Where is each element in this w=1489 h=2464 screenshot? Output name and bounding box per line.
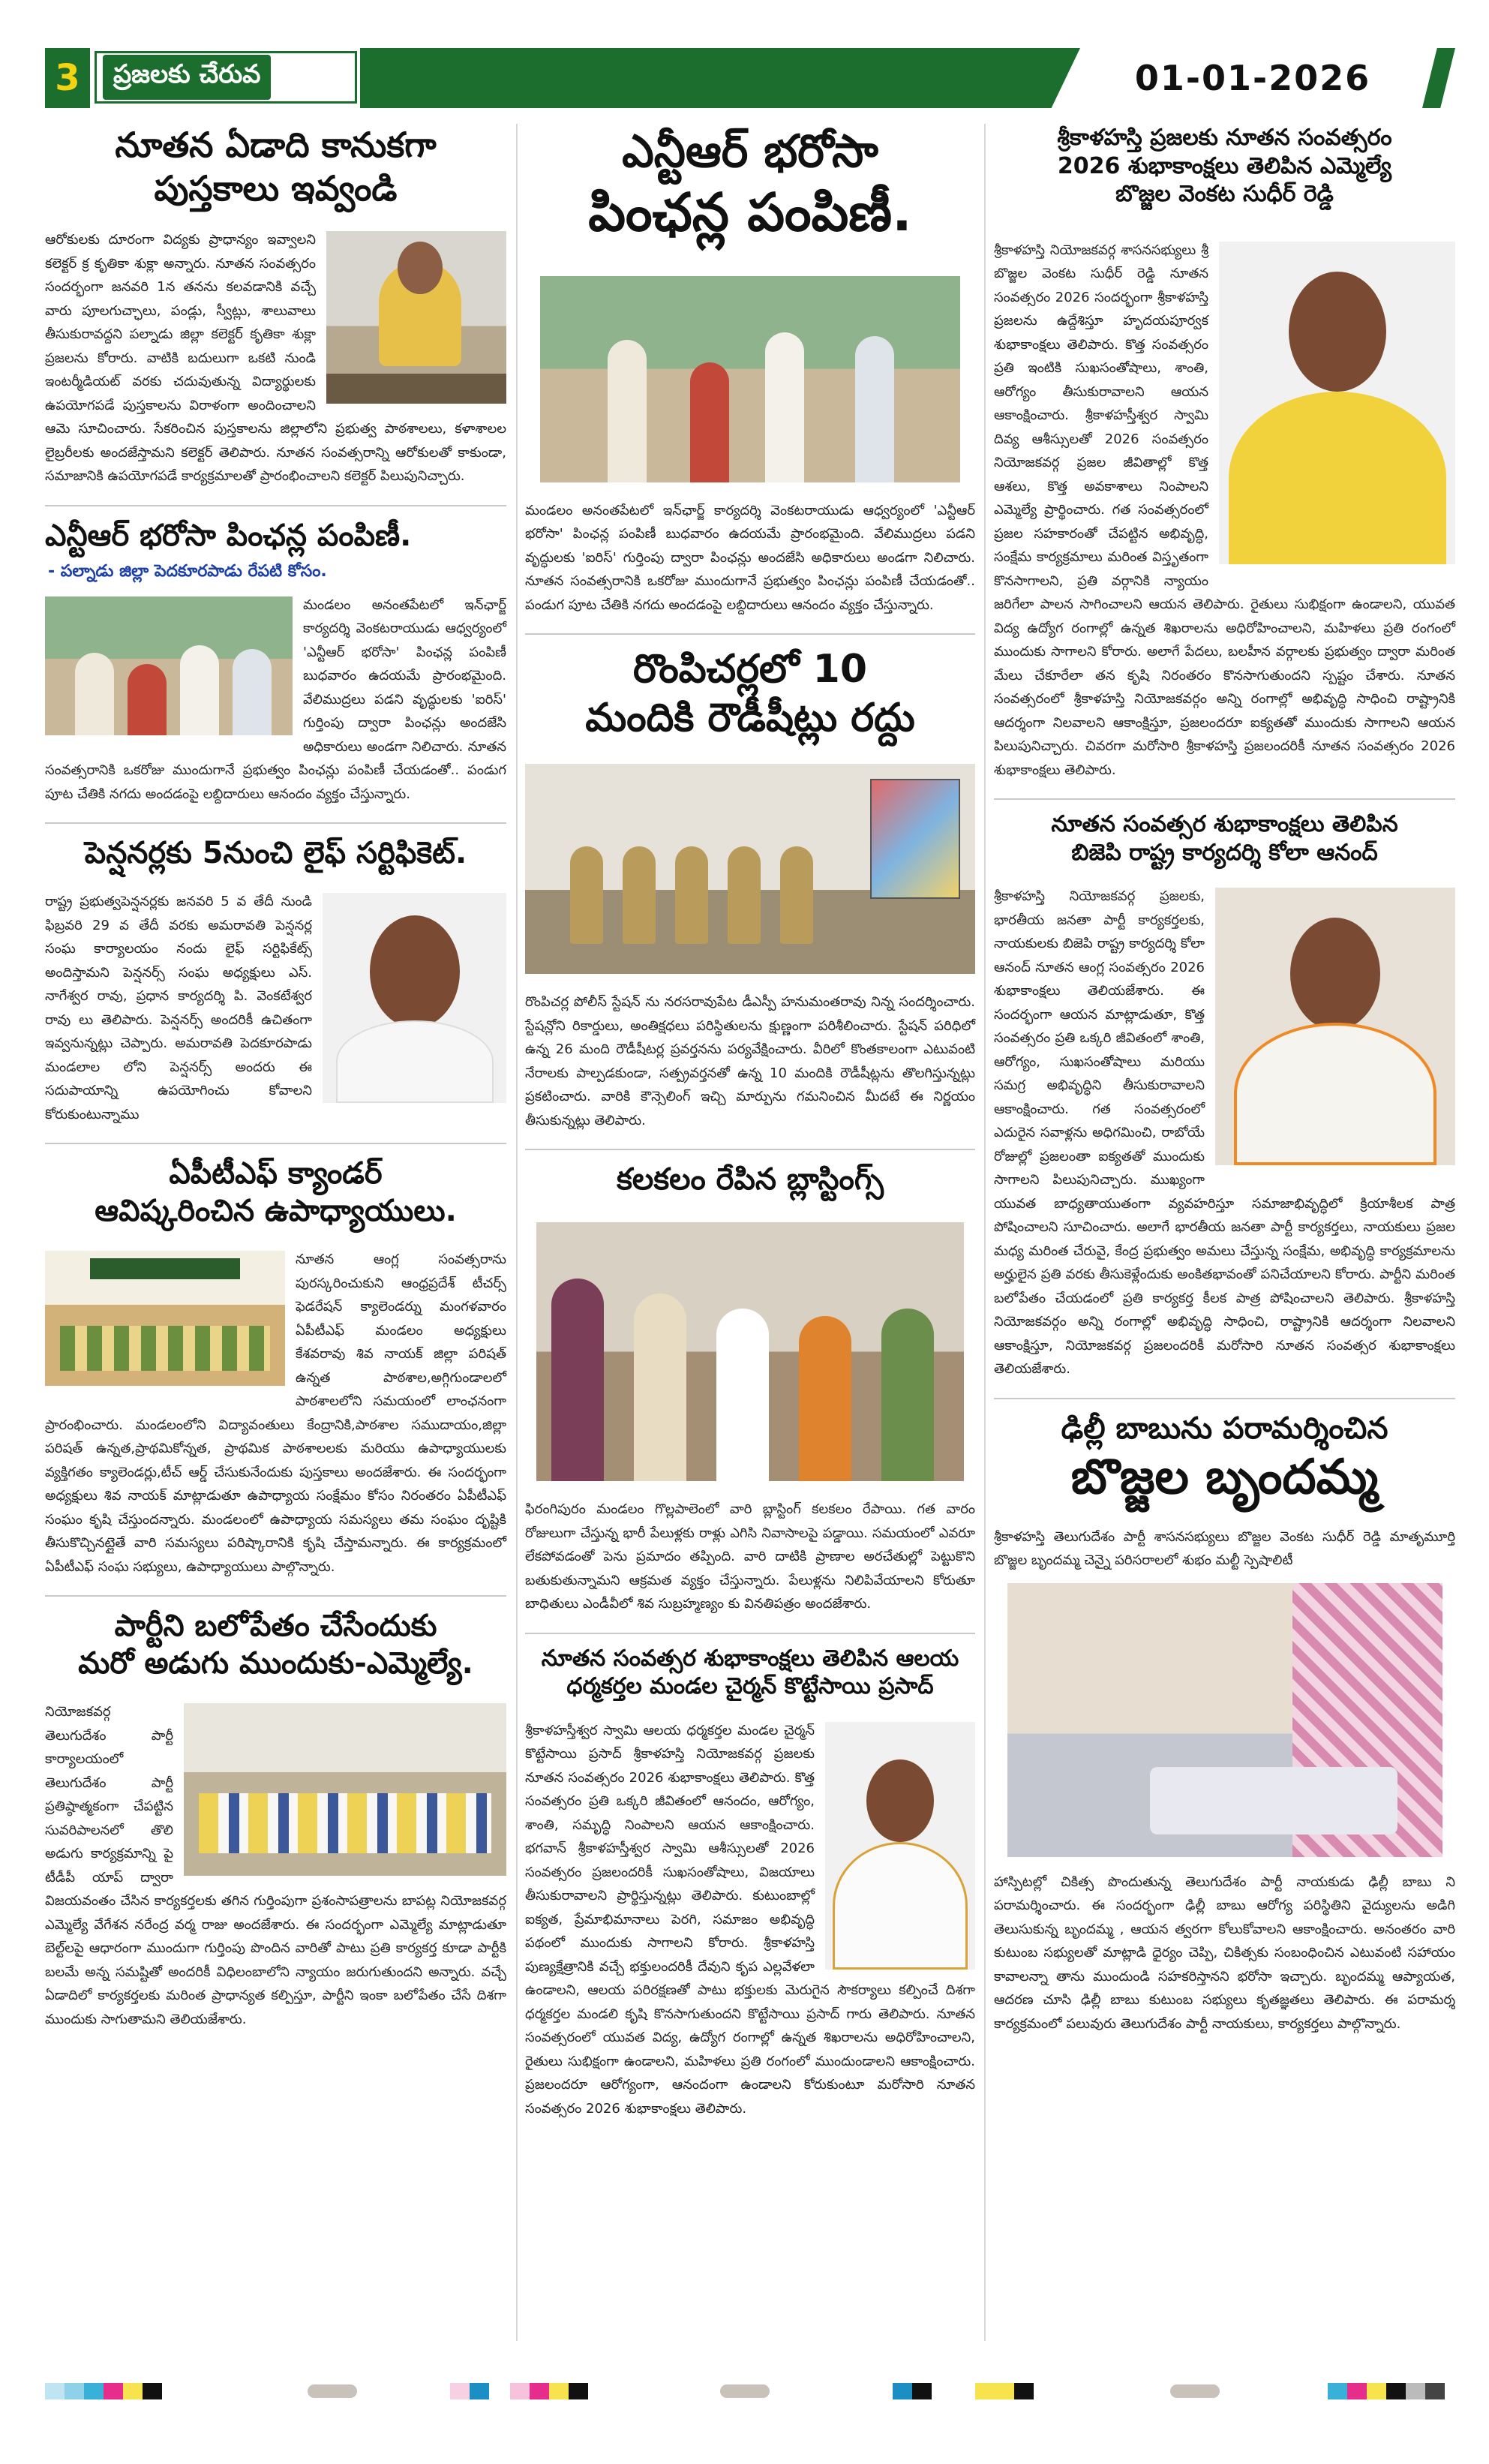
article-party-strengthen [45, 1607, 506, 2031]
divider [45, 505, 506, 506]
person-figure [634, 1294, 686, 1481]
color-swatch [912, 2383, 932, 2399]
color-swatch [995, 2383, 1014, 2399]
color-swatch [45, 2383, 65, 2399]
officer-figure [780, 846, 813, 944]
article-headline: ఢిల్లీ బాబును పరామర్శించిన [1061, 1411, 1388, 1446]
article-headline: పుస్తకాలు ఇవ్వండి [154, 167, 398, 209]
article-headline: బొజ్జల బృందమ్మ [1070, 1449, 1379, 1505]
article-dateline: - పల్నాడు జిల్లా పెదకూరపాడు రేపటి కోసం. [48, 561, 327, 581]
article-pension-distribution [45, 517, 506, 807]
article-aptf-calendar [45, 1155, 506, 1579]
masthead-corner [1422, 48, 1455, 108]
teachers-row [60, 1326, 270, 1371]
print-registration-bar [45, 2383, 1455, 2402]
article-books-gift [45, 124, 506, 488]
face [1290, 918, 1380, 1030]
torso [1229, 392, 1446, 564]
officer-figure [675, 846, 708, 944]
collector-photo [326, 231, 506, 404]
article-headline: నూతన సంవత్సర శుభాకాంక్షలు తెలిపిన [1051, 811, 1398, 837]
school-sign [90, 1258, 240, 1279]
masthead-band [360, 48, 1080, 108]
officer-figure [728, 846, 761, 944]
face [370, 915, 460, 1028]
article-body: నియోజకవర్గ తెలుగుదేశం పార్టీ కార్యాలయంలో తెలుగుదేశం పార్టీ ప్రతిష్ఠాత్మకంగా చేపట్టిన సువరిపాలనలో తొలి అడుగు కార్యక్రమాన్ని పై టీడీపీ యాప్ ద్వారా విజయవంతం చేసిన కార్యకర్తలకు తగిన గుర్తింపుగా ప్రశంసాపత్రాలను బాపట్ల నియోజకవర్గ ఎమ్మెల్యే వేగేశన నరేంద్ర వర్మ రాజు అందజేశారు. ఈ సందర్భంగా ఎమ్మెల్యే మాట్లాడుతూ బెల్ట్‌లపై ఆధారంగా ముందుగా గుర్తింపు పొందిన వారితో పాటు ప్రతి కార్యకర్త కూడా పార్టీకి బలమే అన్న సమష్టితో అందరికీ విధిలంబాలోని న్యాయం జరుగుతుందని అన్నారు. వచ్చే ఏడాదిలో కార్యకర్తలకు మరింత ప్రాధాన్యత కల్పిస్తూ, పార్టీని ఇంకా బలోపేతం చేసే దిశగా ముందుకు సాగుతామని తెలియజేశారు. [45, 1704, 506, 2027]
divider [525, 1149, 975, 1150]
color-swatch [1014, 2383, 1034, 2399]
color-swatch [530, 2383, 549, 2399]
column-divider [984, 124, 986, 2341]
article-headline: నూతన ఏడాది కానుకగా [115, 125, 437, 165]
color-swatch [1406, 2383, 1425, 2399]
color-swatch [549, 2383, 569, 2399]
color-swatch [1386, 2383, 1406, 2399]
divider [525, 633, 975, 635]
article-body: హాస్పిటల్లో చికిత్స పొందుతున్న తెలుగుదేశం పార్టీ నాయకుడు ఢిల్లీ బాబు ని పరామర్శించారు. ఈ సందర్భంగా ఢిల్లీ బాబు ఆరోగ్య పరిస్థితిని వైద్యులను అడిగి తెలుసుకున్న బృందమ్మ , ఆయన త్వరగా కోలుకోవాలని ఆకాంక్షించారు. అనంతరం వారి కుటుంబ సభ్యులతో మాట్లాడి ధైర్యం చెప్పి, చికిత్సకు సంబంధించిన ఎటువంటి సహాయం కావాలన్నా తాను ముందుండి సహకరిస్తానని భరోసా ఇచ్చారు. బృందమ్మ ఆప్యాయత, ఆదరణ చూసి ఢిల్లీ బాబు కుటుంబ సభ్యులు కృతజ్ఞతలు తెలిపారు. ఈ పరామర్శ కార్యక్రమంలో పలువురు తెలుగుదేశం పార్టీ నాయకులు, కార్యకర్తలు పాల్గొన్నారు. [994, 1874, 1455, 2032]
bjp-secretary-photo [1215, 888, 1455, 1165]
divider [525, 1633, 975, 1634]
person-figure [180, 645, 219, 735]
article-body: నూతన ఆంగ్ల సంవత్సరాను పురస్కరించుకుని ఆంధ్రప్రదేశ్ టీచర్స్ ఫెడరేషన్ క్యాలెండర్ను మంగళవారం ఏపీటీఎఫ్ మండలం అధ్యక్షులు కేశవరావు శివ నాయక్ జిల్లా పరిషత్ ఉన్నత పాఠశాల,అగ్గిగుండాలలో పాఠశాలలోని సమయంలో లాంఛనంగా ప్రారంభించారు. మండలంలోని విద్యావంతులు కేంద్రానికి,పాఠశాల సముదాయం,జిల్లా పరిషత్ ఉన్నత,ప్రాథమికోన్నత, ప్రాథమిక పాఠశాలలకు మరియు ఉపాధ్యాయులకు వ్యక్తిగతం క్యాలెండర్లు,టీచ్ ఆర్డ్ చేసుకునేందుకు పుస్తకాలు అందజేశారు. ఈ సందర్భంగా అధ్యక్షులు శివ నాయక్ మాట్లాడుతూ ఉపాధ్యాయ సంక్షేమం కోసం నిరంతరం ఏపీటీఎఫ్ సంఘం కృషి చేస్తుందన్నారు. మండలంలో ఉపాధ్యాయ సమస్యలు తమ సంఘం దృష్టికి తీసుకొచ్చినట్లైతే వారి సమస్యలు పరిష్కారానికి కృషి చేస్తామన్నారు. ఈ కార్యక్రమంలో ఏపీటీఎఫ్ సంఘ సభ్యులు, ఉపాధ్యాయులు పాల్గొన్నారు. [45, 1252, 506, 1575]
hospital-visit-photo [1007, 1583, 1442, 1857]
registration-pill [720, 2384, 770, 2398]
person-figure [881, 1309, 934, 1481]
person-figure [855, 336, 894, 482]
person-figure [716, 1309, 769, 1481]
color-swatch [1367, 2383, 1386, 2399]
article-blastings [525, 1161, 975, 1616]
person-figure [799, 1316, 851, 1481]
color-swatch [1328, 2383, 1347, 2399]
article-headline: 2026 శుభాకాంక్షలు తెలిపిన ఎమ్మెల్యే [1057, 152, 1392, 179]
article-life-certificate [45, 834, 506, 1126]
color-swatch [84, 2383, 104, 2399]
article-body: మండలం అనంతపేటలో ఇన్‌ఛార్జ్ కార్యదర్శి వెంకటరాయుడు ఆధ్వర్యంలో 'ఎన్టీఆర్ భరోసా' పింఛన్ల పంపిణీ బుధవారం ఉదయమే ప్రారంభమైంది. వేలిముద్రలు పడని వృద్ధులకు 'ఐరిస్' గుర్తింపు ద్వారా పింఛన్లు అందజేసి అధికారులు అండగా నిలిచారు. నూతన సంవత్సరానికి ఒకరోజు ముందుగానే ప్రభుత్వం పింఛన్లు పంపిణీ చేయడంతో.. పండుగ పూట చేతికి నగదు అందడంపై లబ్దిదారులు ఆనందం వ్యక్తం చేస్తున్నారు. [45, 596, 506, 802]
registration-pill [308, 2384, 357, 2398]
article-headline: మందికి రౌడీషీట్లు రద్దు [585, 696, 915, 741]
article-headline: కలకలం రేపిన బ్లాస్టింగ్స్ [616, 1162, 884, 1197]
pension-distribution-photo [540, 276, 960, 482]
article-body: శ్రీకాళహస్తి నియోజకవర్గ శాసనసభ్యులు శ్రీ బొజ్జల వెంకట సుధీర్ రెడ్డి నూతన సంవత్సరం 2026 సందర్భంగా శ్రీకాళహస్తి ప్రజలను ఉద్దేశిస్తూ హృదయపూర్వక శుభాకాంక్షలు తెలిపారు. కొత్త సంవత్సరం ప్రతి ఇంటికి సుఖసంతోషాలు, శాంతి, ఆరోగ్యం తీసుకురావాలని ఆయన ఆకాంక్షించారు. శ్రీకాళహస్తీశ్వర స్వామి దివ్య ఆశీస్సులతో 2026 సంవత్సరం నియోజకవర్గ ప్రజల జీవితాల్లో కొత్త ఆశలు, కొత్త అవకాశాలు నింపాలని ఎమ్మెల్యే ప్రార్థించారు. గత సంవత్సరంలో ప్రజల సహకారంతో చేపట్టిన అభివృద్ధి, సంక్షేమ కార్యక్రమాలు మరింత విస్తృతంగా కొనసాగాలని, ప్రతి వర్గానికి న్యాయం జరిగేలా పాలన సాగించాలని ఆయన తెలిపారు. రైతులు సుభిక్షంగా ఉండాలని, యువత విద్య ఉద్యోగ రంగాల్లో ఉన్నత శిఖరాలను అధిరోహించాలని, మహిళలు ప్రతి రంగంలో ముందుకు సాగాలని కోరారు. అలాగే పేదలు, బలహీన వర్గాలకు ప్రభుత్వం ద్వారా మరింత మేలు చేకూరేలా తన కృషి నిరంతరం కొనసాగుతుందని స్పష్టం చేశారు. నూతన సంవత్సరంలో శ్రీకాళహస్తి నియోజకవర్గం అన్ని రంగాల్లో అభివృద్ధి సాధించి రాష్ట్రానికి ఆదర్శంగా నిలవాలని ఆకాంక్షిస్తూ, ప్రజలందరూ ఐక్యతతో ముందుకు సాగాలని ఆయన పిలుపునిచ్చారు. చివరగా మరోసారి శ్రీకాళహస్తి ప్రజలందరికీ నూతన సంవత్సరం 2026 శుభాకాంక్షలు తెలిపారు. [994, 242, 1455, 778]
blasting-petition-photo [536, 1222, 964, 1481]
article-headline: బొజ్జల వెంకట సుధీర్ రెడ్డి [1115, 181, 1334, 207]
article-body: శ్రీకాళహస్తీశ్వర స్వామి ఆలయ ధర్మకర్తల మండల చైర్మన్ కొట్టేసాయి ప్రసాద్ శ్రీకాళహస్తి నియోజకవర్గ ప్రజలకు నూతన సంవత్సరం 2026 శుభాకాంక్షలు తెలిపారు. కొత్త సంవత్సరం ప్రతి ఒక్కరి జీవితంలో ఆనందం, ఆరోగ్యం, శాంతి, సమృద్ధి నింపాలని ఆయన ఆకాంక్షించారు. భగవాన్ శ్రీకాళహస్తీశ్వర స్వామి ఆశీస్సులతో 2026 సంవత్సరం ప్రజలందరికీ సుఖసంతోషాలు, విజయాలు తీసుకురావాలని ప్రార్థిస్తున్నట్లు తెలిపారు. కుటుంబాల్లో ఐక్యత, ప్రేమాభిమానాలు పెరగి, సమాజం అభివృద్ధి పథంలో ముందుకు సాగాలని కోరారు. శ్రీకాళహస్తి పుణ్యక్షేత్రానికి వచ్చే భక్తులందరికీ దేవుని కృప ఎల్లవేళలా ఉండాలని, ఆలయ పరిరక్షణతో పాటు భక్తులకు మెరుగైన సౌకర్యాలు కల్పించే దిశగా ధర్మకర్తల మండలి కృషి కొనసాగుతుందని కొట్టేసాయి ప్రసాద్ గారు తెలిపారు. నూతన సంవత్సరంలో యువత విద్య, ఉద్యోగ రంగాల్లో ఉన్నత శిఖరాలను అధిరోహించాలని, రైతులు సుభిక్షంగా ఉండాలని, మహిళలు ప్రతి రంగంలో ముందుండాలని ఆకాంక్షించారు. ప్రజలందరూ ఆరోగ్యంగా, ఆనందంగా ఉండాలని కోరుకుంటూ మరోసారి నూతన సంవత్సరం 2026 శుభాకాంక్షలు తెలిపారు. [525, 1722, 975, 2117]
article-headline: నూతన సంవత్సర శుభాకాంక్షలు తెలిపిన ఆలయ [541, 1645, 959, 1672]
article-temple-chairman [525, 1645, 975, 2121]
article-headline: ఏపీటీఎఫ్ క్యాండర్ [169, 1156, 383, 1191]
article-body: శ్రీకాళహస్తి తెలుగుదేశం పార్టీ శాసనసభ్యులు బొజ్జల వెంకట సుధీర్ రెడ్డి మాతృమూర్తి బొజ్జల బృందమ్మ చెన్నై పరిసరాలలో శుభం మల్టీ స్పెషాలిటీ [994, 1528, 1455, 1568]
face [1289, 272, 1386, 392]
party-workers-photo [184, 1703, 506, 1876]
chairman-photo [825, 1722, 975, 1970]
color-swatch [975, 2383, 995, 2399]
color-swatch [569, 2383, 588, 2399]
masthead [45, 48, 1455, 108]
person-figure [608, 340, 647, 482]
article-rowdy-sheets [525, 645, 975, 1132]
color-swatch [893, 2383, 912, 2399]
section-title: ప్రజలకు చేరువ [103, 55, 271, 100]
article-ntr-bharosa [525, 124, 975, 617]
article-headline: పింఛన్ల పంపిణీ. [588, 182, 912, 243]
column-center [525, 124, 975, 2137]
person-figure [551, 1279, 604, 1481]
color-swatch [65, 2383, 84, 2399]
article-body: ఆరోకులకు దూరంగా విద్యకు ప్రాధాన్యం ఇవ్వాలని కలెక్టర్ క్ర కృతికా శుక్లా అన్నారు. నూతన సంవత్సరం సందర్భంగా జనవరి 1న తనను కలవడానికి వచ్చే వారు పూలగుచ్ఛాలు, పండ్లు, స్వీట్లు, శాలువాలు తీసుకురావద్దని పల్నాడు జిల్లా కలెక్టర్ కృతికా శుక్లా ప్రజలను కోరారు. వాటికి బదులుగా ఒకటి నుండి ఇంటర్మీడియట్ వరకు చదువుతున్న విద్యార్థులకు ఉపయోగపడే పుస్తకాలను విరాళంగా అందించాలని ఆమె సూచించారు. సేకరించిన పుస్తకాలను జిల్లాలోని ప్రభుత్వ పాఠశాలలు, కళాశాలల లైబ్రరీలకు అందజేస్తామని కలెక్టర్ తెలిపారు. నూతన సంవత్సరాన్ని ఆరోకులతో కాకుండా, సమాజానికి ఉపయోగపడే కార్యక్రమాలతో ప్రారంభించాలని కలెక్టర్ పిలుపునిచ్చారు. [45, 232, 506, 484]
person-figure [75, 653, 114, 735]
torso [336, 1020, 494, 1103]
article-body: మండలం అనంతపేటలో ఇన్‌ఛార్జ్ కార్యదర్శి వెంకటరాయుడు ఆధ్వర్యంలో 'ఎన్టీఆర్ భరోసా' పింఛన్ల పంపిణీ బుధవారం ఉదయమే ప్రారంభమైంది. వేలిముద్రలు పడని వృద్ధులకు 'ఐరిస్' గుర్తింపు ద్వారా పింఛన్లు అందజేసి అధికారులు అండగా నిలిచారు. నూతన సంవత్సరానికి ఒకరోజు ముందుగానే ప్రభుత్వం పింఛన్లు పంపిణీ చేయడంతో.. పండుగ పూట చేతికి నగదు అందడంపై లబ్దిదారులు ఆనందం వ్యక్తం చేస్తున్నారు. [525, 502, 975, 613]
color-swatch [470, 2383, 489, 2399]
divider [994, 1398, 1455, 1399]
article-headline: ఆవిష్కరించిన ఉపాధ్యాయులు. [95, 1194, 457, 1228]
mla-photo [1219, 242, 1455, 564]
officer-figure [570, 846, 603, 944]
article-body: శ్రీకాళహస్తి నియోజకవర్గ ప్రజలకు, భారతీయ జనతా పార్టీ కార్యకర్తలకు, నాయకులకు బిజెపి రాష్ట్ర కార్యదర్శి కోలా ఆనంద్ నూతన ఆంగ్ల సంవత్సరం 2026 శుభాకాంక్షలు తెలియజేశారు. ఈ సందర్భంగా ఆయన మాట్లాడుతూ, కొత్త సంవత్సరం ప్రతి ఒక్కరి జీవితంలో శాంతి, ఆరోగ్యం, సుఖసంతోషాలు మరియు సమగ్ర అభివృద్ధిని తీసుకురావాలని ఆకాంక్షించారు. గత సంవత్సరంలో ఎదురైన సవాళ్లను అధిగమించి, రాబోయే రోజుల్లో ప్రజలంతా ఐక్యతతో ముందుకు సాగాలని పిలుపునిచ్చారు. ముఖ్యంగా యువత బాధ్యతాయుతంగా వ్యవహరిస్తూ సమాజాభివృద్ధిలో క్రియాశీలక పాత్ర పోషించాలని సూచించారు. అలాగే భారతీయ జనతా పార్టీ కార్యకర్తలు, నాయకులు ప్రజల మధ్య మరింత చేరువై, కేంద్ర ప్రభుత్వం అమలు చేస్తున్న సంక్షేమ, అభివృద్ధి కార్యక్రమాలను అర్హులైన ప్రతి వరకు తీసుకెళ్లేందుకు అంకితభావంతో పనిచేయాలని కోరారు. పార్టీని మరింత బలోపేతం చేయడంలో ప్రతి కార్యకర్త కీలక పాత్ర పోషించాలని తెలిపారు. శ్రీకాళహస్తి నియోజకవర్గం అన్ని రంగాల్లో అభివృద్ధి సాధించి, రాష్ట్రానికి ఆదర్శంగా నిలవాలని ఆకాంక్షిస్తూ, నియోజకవర్గ ప్రజలందరికీ మరోసారి నూతన సంవత్సర శుభాకాంక్షలు తెలియజేశారు. [994, 888, 1455, 1377]
page-number: 3 [45, 48, 90, 108]
color-swatch [1347, 2383, 1367, 2399]
article-hospital-visit [994, 1410, 1455, 2036]
divider [45, 1595, 506, 1597]
column-right [994, 124, 1455, 2052]
pension-photo [45, 596, 293, 735]
torso [1234, 1023, 1436, 1165]
police-station-photo [525, 764, 975, 974]
article-bjp-greetings [994, 810, 1455, 1381]
article-mla-greetings [994, 124, 1455, 782]
section-tag [95, 51, 357, 104]
group-row [199, 1793, 491, 1853]
article-headline: రొంపిచర్లలో 10 [632, 647, 868, 692]
issue-date: 01-01-2026 [1134, 58, 1371, 98]
article-headline: బిజెపి రాష్ట్ర కార్యదర్శి కోలా ఆనంద్ [1071, 839, 1378, 866]
divider [45, 822, 506, 824]
color-swatch [123, 2383, 143, 2399]
color-swatch [143, 2383, 162, 2399]
column-left [45, 124, 506, 2048]
hospital-bed [1150, 1767, 1397, 1834]
person-figure [128, 664, 167, 735]
article-headline: ఎన్టీఆర్ భరోసా [622, 125, 878, 178]
color-swatch [104, 2383, 123, 2399]
face [866, 1759, 934, 1842]
person-figure [765, 332, 804, 482]
desk [326, 374, 506, 404]
divider [994, 798, 1455, 800]
pensioner-leader-photo [323, 893, 506, 1103]
article-body: రొంపిచర్ల పోలీస్ స్టేషన్ ను నరసరావుపేట డీఎస్పీ హనుమంతరావు నిన్న సందర్శించారు. స్టేషన్లోని రికార్డులు, అంతిక్షధలు పరిస్థితులను క్షుణ్ణంగా పరిశీలించారు. స్టేషన్ పరిధిలో ఉన్న 26 మంది రౌడీషీటర్ల ప్రవర్తనను పర్యవేక్షించారు. వీరిలో కొంతకాలంగా ఎటువంటి నేరాలకు పాల్పడకుండా, సత్ప్రవర్తనతో ఉన్న 10 మందికి రౌడీషీట్లను తొలగిస్తున్నట్లు ప్రకటించారు. వారికి కౌన్సెలింగ్ ఇచ్చి మార్పును గమనించిన మీదటే ఈ నిర్ణయం తీసుకున్నట్లు తెలిపారు. [525, 994, 975, 1128]
divider [45, 1143, 506, 1144]
torso [833, 1842, 968, 1970]
person-head [398, 242, 443, 294]
article-headline: మరో అడుగు ముందుకు-ఎమ్మెల్యే. [78, 1646, 473, 1681]
column-divider [516, 124, 518, 2341]
registration-pill [1170, 2384, 1220, 2398]
article-headline: పెన్షనర్లకు 5నుంచి లైఫ్ సర్టిఫికెట్. [84, 836, 467, 870]
article-body: రాష్ట్ర ప్రభుత్వపెన్షనర్లకు జనవరి 5 వ తేదీ నుండి ఫిబ్రవరి 29 వ తేదీ వరకు అమరావతి పెన్షనర్ల సంఘ కార్యాలయం నందు లైఫ్ సర్టిఫికేట్స్ అందిస్తామని పెన్షనర్స్ సంఘ అధ్యక్షులు ఎస్. నాగేశ్వర రావు, ప్రధాన కార్యదర్శి పి. వెంకటేశ్వర రావు లు తెలిపారు. పెన్షనర్స్ అందరికీ ఉచితంగా ఇవ్వనున్నట్లు చెప్పారు. అమరావతి పెదకూరపాడు మండలాల లోని పెన్షనర్స్ అందరు ఈ సదుపాయాన్ని ఉపయోగించు కోవాలని కోరుకుంటున్నాము [45, 894, 312, 1122]
article-headline: పార్టీని బలోపేతం చేసేందుకు [114, 1609, 437, 1643]
article-headline: శ్రీకాళహస్తి ప్రజలకు నూతన సంవత్సరం [1057, 125, 1392, 151]
officer-figure [623, 846, 656, 944]
article-headline: ఎన్టీఆర్ భరోసా పింఛన్ల పంపిణీ. [45, 518, 412, 553]
color-swatch [510, 2383, 530, 2399]
station-map [870, 779, 960, 899]
color-swatch [1425, 2383, 1445, 2399]
person-figure [690, 362, 729, 482]
school-calendar-photo [45, 1251, 285, 1386]
article-headline: ధర్మకర్తల మండల చైర్మన్ కొట్టేసాయి ప్రసాద్ [566, 1673, 934, 1699]
person-figure [233, 649, 272, 735]
article-body: ఫిరంగిపురం మండలం గొల్లపాలెంలో వారి బ్లాస్టింగ్ కలకలం రేపాయి. గత వారం రోజులుగా చేస్తున్న భారీ పేలుళ్లకు రాళ్లు ఎగిసి నివాసాలపై పడ్డాయి. సమయంలో ఎవరూ లేకపోవడంతో పెను ప్రమాదం తప్పింది. వారి దాటికి ప్రాణాల అరచేతుల్లో పెట్టుకొని బతుకుతున్నామని ఆక్రమత వ్యక్తం చేస్తున్నారు. పేలుళ్లను నిలిపివేయాలని కోరుతూ బాధితులు ఎండీవీలో శివ సుబ్రహ్మణ్యం కు వినతిపత్రం అందజేశారు. [525, 1501, 975, 1612]
color-swatch [450, 2383, 470, 2399]
